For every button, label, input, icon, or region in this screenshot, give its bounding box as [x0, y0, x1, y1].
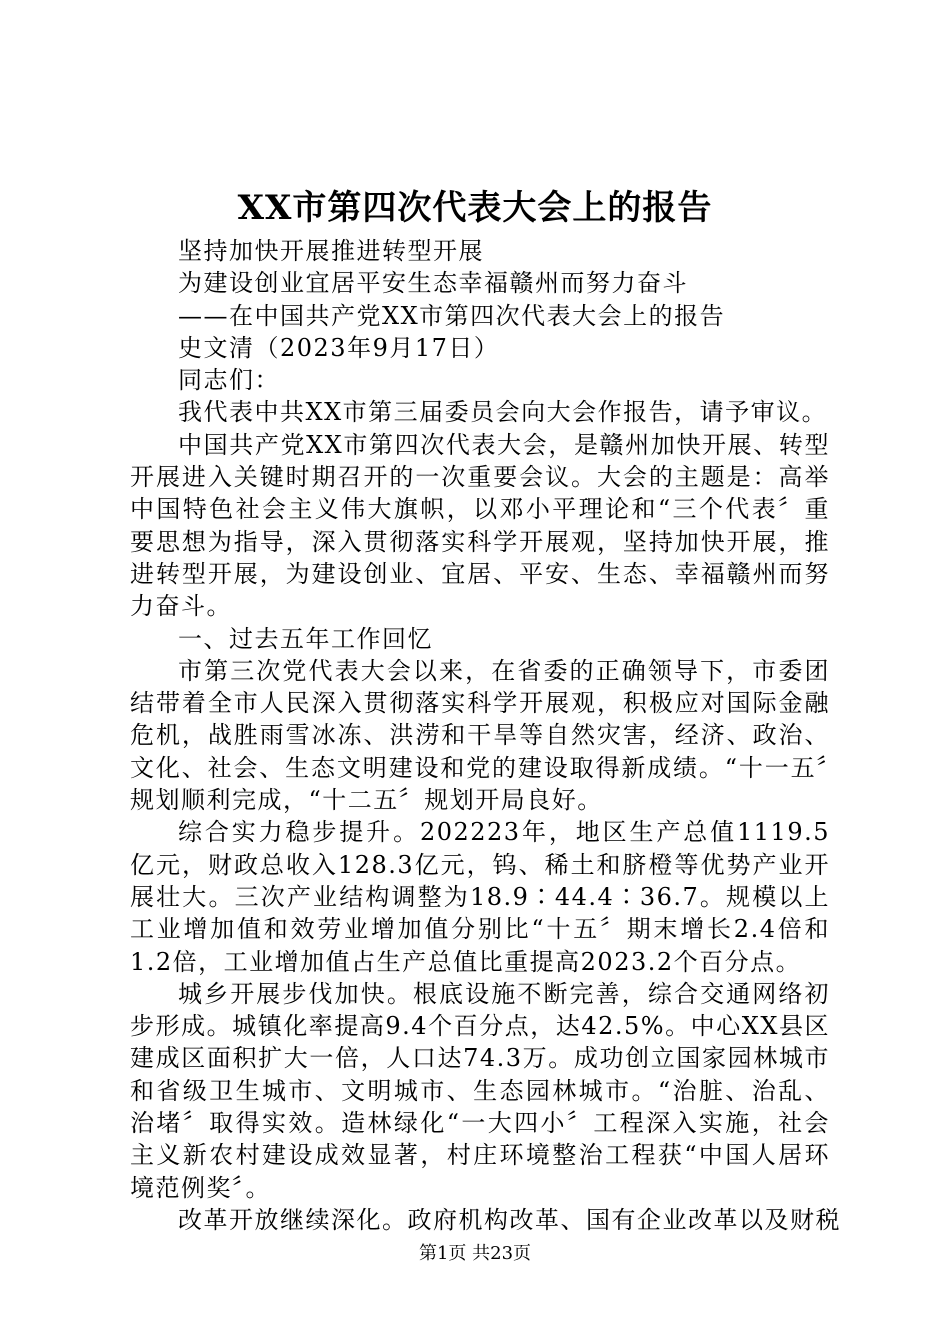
document-title: XX市第四次代表大会上的报告	[237, 188, 713, 228]
subtitle-line: 为建设创业宜居平安生态幸福赣州而努力奋斗	[178, 269, 688, 298]
document-body	[130, 235, 841, 1236]
paragraph: 市第三次党代表大会以来，在省委的正确领导下，市委团结带着全市人民深入贯彻落实科学开展观，积极应对国际金融危机，战胜雨雪冰冻、洪涝和干旱等自然灾害，经济、政治、文化、社会、生态文明建设和党的建设取得新成绩。“十一五〞规划顺利完成，“十二五〞规划开局良好。	[130, 656, 830, 815]
subtitle-line: ——在中国共产党XX市第四次代表大会上的报告	[178, 301, 726, 330]
paragraph: 中国共产党XX市第四次代表大会，是赣州加快开展、转型开展进入关键时期召开的一次重要会议。大会的主题是：高举中国特色社会主义伟大旗帜，以邓小平理论和“三个代表〞重要思想为指导，深入贯彻落实科学开展观，坚持加快开展，推进转型开展，为建设创业、宜居、平安、生态、幸福赣州而努力奋斗。	[130, 430, 830, 621]
paragraph: 城乡开展步伐加快。根底设施不断完善，综合交通网络初步形成。城镇化率提高9.4个百分点，达42.5%。中心XX县区建成区面积扩大一倍，人口达74.3万。成功创立国家园林城市和省级卫生城市、文明城市、生态园林城市。“治脏、治乱、治堵〞取得实效。造林绿化“一大四小〞工程深入实施，社会主义新农村建设成效显著，村庄环境整治工程获“中国人居环境范例奖〞。	[130, 979, 830, 1202]
paragraph: 改革开放继续深化。政府机构改革、国有企业改革以及财税	[178, 1205, 841, 1234]
section-heading: 一、过去五年工作回忆	[178, 624, 433, 653]
page-indicator: 第1页 共23页	[418, 1243, 532, 1264]
author-date-line: 史文清（2023年9月17日）	[178, 333, 500, 362]
subtitle-line: 坚持加快开展推进转型开展	[178, 237, 484, 265]
paragraph: 我代表中共XX市第三届委员会向大会作报告，请予审议。	[178, 398, 828, 427]
paragraph: 综合实力稳步提升。202223年，地区生产总值1119.5亿元，财政总收入128.3亿元，钨、稀土和脐橙等优势产业开展壮大。三次产业结构调整为18.9∶44.4∶36.7。规模以上工业增加值和效劳业增加值分别比“十五〞期末增长2.4倍和1.2倍，工业增加值占生产总值比重提高2023.2个百分点。	[130, 818, 830, 976]
salutation: 同志们：	[178, 366, 280, 395]
